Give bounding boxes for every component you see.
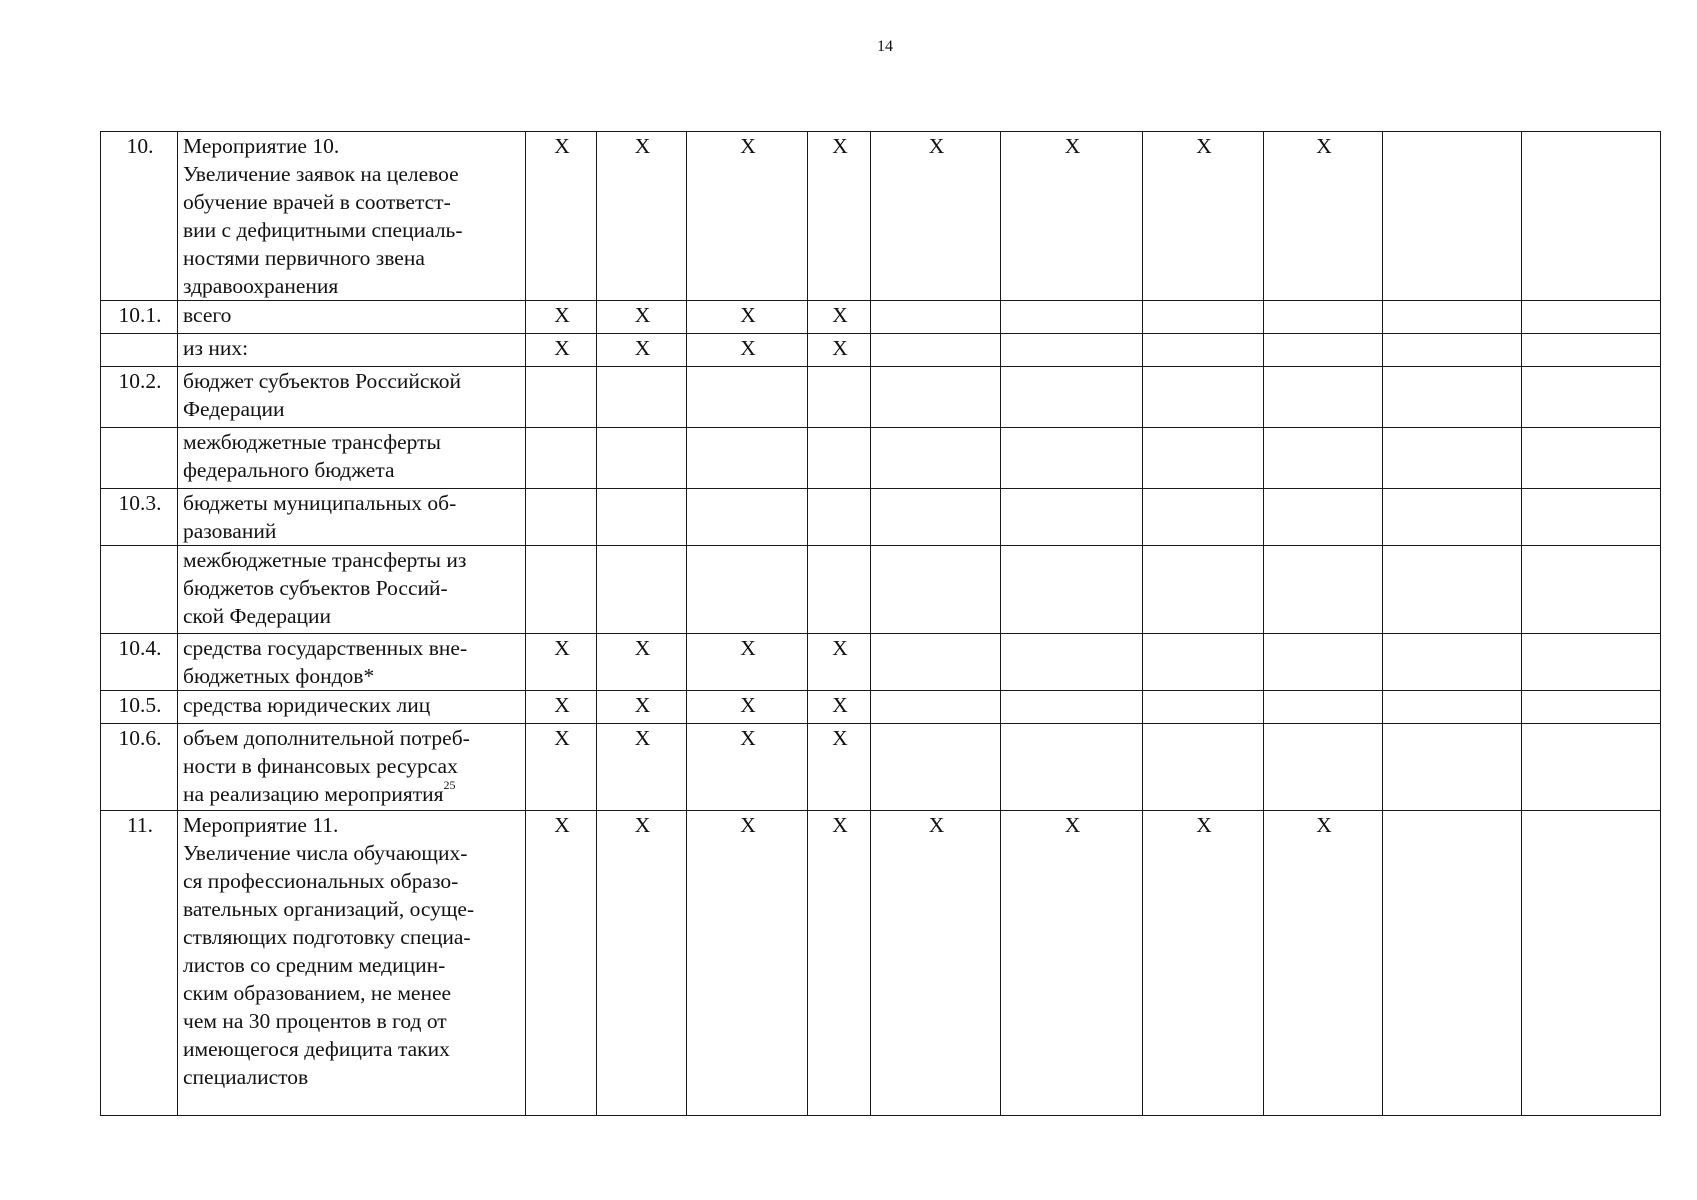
x-mark-cell: X: [526, 724, 597, 811]
x-mark-cell: X: [597, 334, 687, 367]
empty-cell: [1522, 367, 1661, 428]
x-mark-cell: X: [526, 132, 597, 301]
x-mark-cell: X: [597, 811, 687, 1116]
footnote-marker: 25: [443, 778, 456, 792]
empty-cell: [597, 367, 687, 428]
description-line: [183, 216, 522, 244]
empty-cell: [526, 428, 597, 489]
description-text: Увеличение числа обучающих-: [183, 841, 468, 865]
x-mark-cell: X: [808, 334, 871, 367]
description-text: разований: [183, 519, 277, 543]
description-line: [183, 923, 522, 951]
empty-cell: [808, 367, 871, 428]
description-line: [183, 1007, 522, 1035]
row-number: 10.4.: [101, 634, 178, 691]
table-row: [101, 546, 1661, 634]
x-mark-cell: X: [808, 691, 871, 724]
empty-cell: [1001, 334, 1143, 367]
x-mark-cell: X: [1143, 132, 1264, 301]
x-mark-cell: X: [808, 634, 871, 691]
description-text: средства государственных вне-: [183, 636, 468, 660]
description-text: Увеличение заявок на целевое: [183, 162, 459, 186]
table-row: [101, 334, 1661, 367]
description-line: [183, 395, 522, 423]
description-text: Мероприятие 10.: [183, 134, 340, 158]
row-description: [178, 334, 526, 367]
empty-cell: [808, 428, 871, 489]
empty-cell: [871, 301, 1001, 334]
row-description: [178, 811, 526, 1116]
description-line: [183, 691, 522, 719]
row-number: 11.: [101, 811, 178, 1116]
description-line: [183, 546, 522, 574]
description-text: ским образованием, не менее: [183, 981, 452, 1005]
empty-cell: [526, 367, 597, 428]
row-number: [101, 428, 178, 489]
empty-cell: [597, 546, 687, 634]
description-text: вательных организаций, осуще-: [183, 897, 475, 921]
empty-cell: [871, 334, 1001, 367]
row-description: [178, 724, 526, 811]
description-line: [183, 160, 522, 188]
description-text: федерального бюджета: [183, 458, 395, 482]
description-text: вии с дефицитными специаль-: [183, 218, 463, 242]
description-line: [183, 780, 522, 808]
description-line: [183, 334, 522, 362]
row-description: [178, 489, 526, 546]
row-number: [101, 546, 178, 634]
empty-cell: [687, 546, 808, 634]
empty-cell: [1522, 334, 1661, 367]
x-mark-cell: X: [597, 132, 687, 301]
description-text: межбюджетные трансферты: [183, 430, 441, 454]
x-mark-cell: X: [1264, 132, 1383, 301]
table-row: [101, 367, 1661, 428]
empty-cell: [1143, 546, 1264, 634]
empty-cell: [1383, 428, 1522, 489]
empty-cell: [1383, 132, 1522, 301]
empty-cell: [687, 428, 808, 489]
empty-cell: [871, 367, 1001, 428]
table-row: [101, 132, 1661, 301]
empty-cell: [871, 546, 1001, 634]
empty-cell: [1383, 334, 1522, 367]
description-text: Мероприятие 11.: [183, 813, 339, 837]
table-body: [101, 132, 1661, 1116]
empty-cell: [1143, 489, 1264, 546]
description-line: [183, 979, 522, 1007]
empty-cell: [808, 546, 871, 634]
empty-cell: [1522, 634, 1661, 691]
x-mark-cell: X: [687, 334, 808, 367]
description-text: ствляющих подготовку специа-: [183, 925, 471, 949]
row-number: 10.3.: [101, 489, 178, 546]
x-mark-cell: X: [808, 811, 871, 1116]
description-line: [183, 1063, 522, 1091]
empty-cell: [1264, 428, 1383, 489]
row-description: [178, 132, 526, 301]
description-text: всего: [183, 303, 232, 327]
empty-cell: [1143, 724, 1264, 811]
empty-cell: [526, 489, 597, 546]
empty-cell: [526, 546, 597, 634]
x-mark-cell: X: [526, 811, 597, 1116]
empty-cell: [1522, 546, 1661, 634]
description-text: ности в финансовых ресурсах: [183, 754, 458, 778]
empty-cell: [1001, 634, 1143, 691]
description-line: [183, 634, 522, 662]
empty-cell: [1522, 724, 1661, 811]
row-number: [101, 334, 178, 367]
x-mark-cell: X: [526, 334, 597, 367]
description-line: [183, 367, 522, 395]
description-line: [183, 811, 522, 839]
description-line: [183, 188, 522, 216]
empty-cell: [808, 489, 871, 546]
empty-cell: [1001, 367, 1143, 428]
empty-cell: [1001, 428, 1143, 489]
x-mark-cell: X: [1001, 811, 1143, 1116]
description-line: [183, 1035, 522, 1063]
x-mark-cell: X: [1143, 811, 1264, 1116]
x-mark-cell: X: [687, 691, 808, 724]
x-mark-cell: X: [526, 634, 597, 691]
table-row: [101, 691, 1661, 724]
x-mark-cell: X: [871, 811, 1001, 1116]
empty-cell: [1143, 634, 1264, 691]
empty-cell: [1001, 489, 1143, 546]
x-mark-cell: X: [597, 724, 687, 811]
empty-cell: [1264, 367, 1383, 428]
page-number: 14: [877, 38, 893, 55]
description-line: [183, 895, 522, 923]
row-description: [178, 634, 526, 691]
table-row: [101, 724, 1661, 811]
description-line: [183, 132, 522, 160]
x-mark-cell: X: [597, 691, 687, 724]
description-line: [183, 724, 522, 752]
activities-table: [100, 131, 1661, 1116]
empty-cell: [1264, 691, 1383, 724]
description-line: [183, 662, 522, 690]
empty-cell: [1383, 546, 1522, 634]
empty-cell: [597, 428, 687, 489]
description-line: [183, 574, 522, 602]
empty-cell: [1383, 811, 1522, 1116]
description-text: здравоохранения: [183, 274, 339, 298]
empty-cell: [1264, 301, 1383, 334]
table-row: [101, 428, 1661, 489]
empty-cell: [1522, 428, 1661, 489]
empty-cell: [871, 634, 1001, 691]
empty-cell: [687, 489, 808, 546]
x-mark-cell: X: [526, 691, 597, 724]
empty-cell: [1383, 301, 1522, 334]
table-row: [101, 301, 1661, 334]
empty-cell: [1143, 334, 1264, 367]
description-text: листов со средним медицин-: [183, 953, 446, 977]
row-number: 10.2.: [101, 367, 178, 428]
empty-cell: [1522, 132, 1661, 301]
description-line: [183, 752, 522, 780]
x-mark-cell: X: [687, 301, 808, 334]
empty-cell: [871, 489, 1001, 546]
empty-cell: [1383, 724, 1522, 811]
row-number: 10.6.: [101, 724, 178, 811]
description-text: ской Федерации: [183, 604, 332, 628]
empty-cell: [1522, 811, 1661, 1116]
x-mark-cell: X: [687, 811, 808, 1116]
description-text: объем дополнительной потреб-: [183, 726, 470, 750]
empty-cell: [871, 691, 1001, 724]
x-mark-cell: X: [1001, 132, 1143, 301]
x-mark-cell: X: [687, 634, 808, 691]
empty-cell: [1143, 301, 1264, 334]
row-description: [178, 301, 526, 334]
description-line: [183, 489, 522, 517]
x-mark-cell: X: [1264, 811, 1383, 1116]
empty-cell: [1001, 301, 1143, 334]
empty-cell: [597, 489, 687, 546]
description-text: из них:: [183, 336, 249, 360]
x-mark-cell: X: [687, 132, 808, 301]
empty-cell: [1143, 691, 1264, 724]
empty-cell: [1264, 334, 1383, 367]
description-line: [183, 951, 522, 979]
empty-cell: [1264, 546, 1383, 634]
description-text: бюджет субъектов Российской: [183, 369, 462, 393]
description-text: Федерации: [183, 397, 285, 421]
description-text: бюджетных фондов*: [183, 664, 375, 688]
empty-cell: [1264, 724, 1383, 811]
empty-cell: [1143, 428, 1264, 489]
description-text: специалистов: [183, 1065, 309, 1089]
description-line: [183, 602, 522, 630]
empty-cell: [1383, 634, 1522, 691]
empty-cell: [871, 724, 1001, 811]
description-text: на реализацию мероприятия: [183, 782, 444, 806]
description-line: [183, 517, 522, 545]
description-text: бюджетов субъектов Россий-: [183, 576, 448, 600]
table-row: [101, 634, 1661, 691]
empty-cell: [1383, 489, 1522, 546]
empty-cell: [1143, 367, 1264, 428]
row-description: [178, 367, 526, 428]
x-mark-cell: X: [808, 132, 871, 301]
empty-cell: [1001, 691, 1143, 724]
description-line: [183, 428, 522, 456]
description-line: [183, 272, 522, 300]
description-text: чем на 30 процентов в год от: [183, 1009, 447, 1033]
table-row: [101, 489, 1661, 546]
row-number: 10.1.: [101, 301, 178, 334]
description-text: имеющегося дефицита таких: [183, 1037, 450, 1061]
empty-cell: [1522, 691, 1661, 724]
empty-cell: [1001, 724, 1143, 811]
description-text: ся профессиональных образо-: [183, 869, 459, 893]
x-mark-cell: X: [597, 634, 687, 691]
empty-cell: [687, 367, 808, 428]
description-line: [183, 839, 522, 867]
description-line: [183, 867, 522, 895]
description-line: [183, 301, 522, 329]
description-line: [183, 244, 522, 272]
description-text: бюджеты муниципальных об-: [183, 491, 457, 515]
row-description: [178, 428, 526, 489]
description-text: средства юридических лиц: [183, 693, 431, 717]
x-mark-cell: X: [526, 301, 597, 334]
row-description: [178, 546, 526, 634]
row-number: 10.: [101, 132, 178, 301]
x-mark-cell: X: [597, 301, 687, 334]
empty-cell: [1001, 546, 1143, 634]
description-line: [183, 456, 522, 484]
x-mark-cell: X: [808, 301, 871, 334]
empty-cell: [1264, 634, 1383, 691]
table-row: [101, 811, 1661, 1116]
x-mark-cell: X: [871, 132, 1001, 301]
description-text: межбюджетные трансферты из: [183, 548, 467, 572]
x-mark-cell: X: [687, 724, 808, 811]
x-mark-cell: X: [808, 724, 871, 811]
empty-cell: [1522, 301, 1661, 334]
description-text: ностями первичного звена: [183, 246, 425, 270]
description-text: обучение врачей в соответст-: [183, 190, 451, 214]
empty-cell: [1522, 489, 1661, 546]
row-number: 10.5.: [101, 691, 178, 724]
empty-cell: [1383, 691, 1522, 724]
empty-cell: [1264, 489, 1383, 546]
row-description: [178, 691, 526, 724]
empty-cell: [1383, 367, 1522, 428]
empty-cell: [871, 428, 1001, 489]
